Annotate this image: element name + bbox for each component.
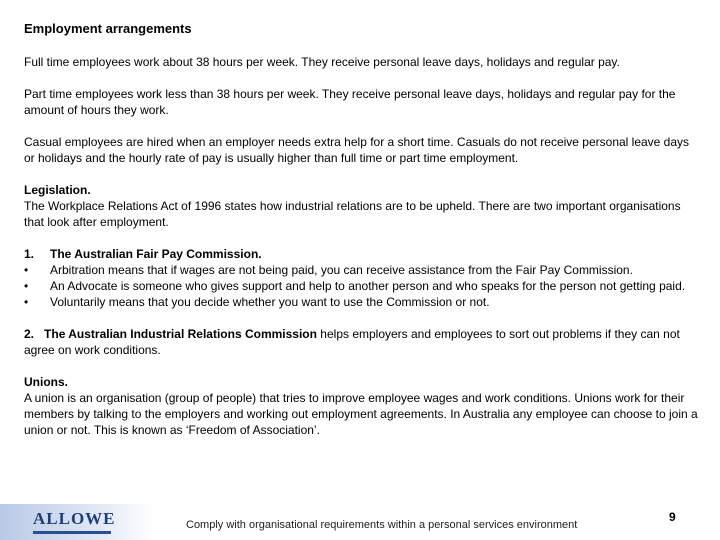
full-time-paragraph: Full time employees work about 38 hours per week. They receive personal leave days, holidays and regular pay.	[24, 55, 620, 69]
page-number: 9	[669, 510, 676, 524]
bullet-icon: •	[24, 295, 29, 309]
irc-title: The Australian Industrial Relations Commission	[44, 327, 317, 341]
bullet-text: Voluntarily means that you decide whether you want to use the Commission or not.	[50, 295, 490, 309]
page-title: Employment arrangements	[24, 21, 192, 36]
legislation-text: The Workplace Relations Act of 1996 states how industrial relations are to be upheld. There are two important organisations that look after employment.	[24, 199, 681, 229]
casual-paragraph: Casual employees are hired when an employer needs extra help for a short time. Casuals do not receive personal leave days or holidays and the hourly rate of pay is usually higher than full time or part time employment.	[24, 135, 690, 165]
unions-heading: Unions.	[24, 375, 68, 389]
legislation-section	[24, 182, 700, 230]
legislation-heading: Legislation.	[24, 183, 91, 197]
irc-number: 2.	[24, 327, 35, 341]
bullet-text: An Advocate is someone who gives support and help to another person and who speaks for the person not getting paid.	[50, 279, 686, 293]
allowe-logo: ALLOWE	[33, 509, 116, 528]
unions-text: A union is an organisation (group of people) that tries to improve employee wages and work conditions. Unions work for their members by talking to the employers and working out employment agreements. In Australia any employee can choose to join a union or not. This is known as ‘Freedom of Association’.	[24, 391, 698, 437]
list-item	[24, 262, 700, 278]
list-number: 1.	[24, 247, 35, 261]
industrial-relations-commission-paragraph	[24, 326, 700, 358]
irc-text: helps employers and employees to sort out problems if they can not agree on work conditions.	[24, 327, 680, 357]
bullet-icon: •	[24, 279, 29, 293]
list-item	[24, 246, 700, 262]
footer-caption: Comply with organisational requirements within a personal services environment	[186, 519, 578, 531]
part-time-paragraph: Part time employees work less than 38 hours per week. They receive personal leave days, holidays and regular pay for the amount of hours they work.	[24, 87, 676, 117]
page-footer	[0, 504, 720, 540]
bullet-text: Arbitration means that if wages are not being paid, you can receive assistance from the Fair Pay Commission.	[50, 263, 633, 277]
list-item	[24, 294, 700, 310]
list-item	[24, 278, 700, 294]
fair-pay-commission-title: The Australian Fair Pay Commission.	[50, 247, 262, 261]
bullet-icon: •	[24, 263, 29, 277]
unions-section	[24, 374, 700, 438]
logo-underline	[33, 531, 111, 534]
document-body	[24, 20, 700, 454]
fair-pay-commission-list	[24, 246, 700, 310]
